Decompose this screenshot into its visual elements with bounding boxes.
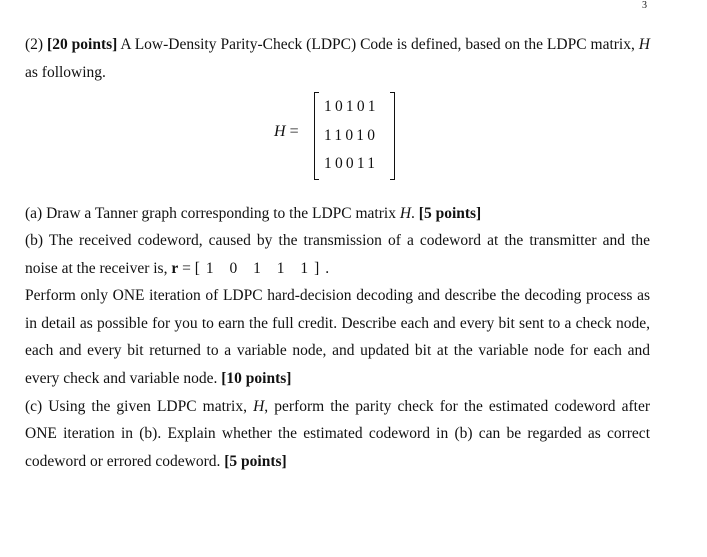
received-codeword: [1 0 1 1 1] (194, 259, 326, 277)
part-b-and-c (25, 227, 650, 475)
matrix-var: H (274, 123, 286, 140)
part-c-text-2: , perform the parity check for the estimated codeword after ONE iteration in (b). Explain whether the estimated codeword in (b) can be regarded as correct codeword or errored codeword. (25, 397, 650, 470)
codeword-equals: = (178, 259, 195, 277)
matrix-rows (324, 93, 379, 179)
part-b-text-2: . (325, 259, 330, 277)
matrix-label (274, 123, 299, 141)
part-a-points: [5 points] (418, 205, 482, 222)
part-a-text-2: . (411, 205, 419, 222)
matrix-row-3: 10011 (324, 155, 379, 172)
matrix-row-1: 10101 (324, 98, 379, 115)
part-a-var: H (399, 205, 412, 222)
question-intro (25, 31, 650, 86)
part-c-text-1: (c) Using the given LDPC matrix, (25, 397, 254, 415)
intro-prefix: (2) (25, 36, 48, 53)
codeword-label: r (171, 259, 179, 277)
matrix-left-bracket (314, 92, 319, 180)
part-b-points: [10 points] (221, 369, 292, 387)
intro-matrix-var: H (638, 36, 650, 53)
matrix-row-2: 11010 (324, 126, 379, 144)
intro-points: [20 points] (47, 36, 118, 53)
part-c-var: H (253, 397, 265, 415)
intro-text-2: as following. (25, 63, 106, 81)
page-number: 3 (642, 0, 647, 11)
part-a-text-1: (a) Draw a Tanner graph corresponding to the LDPC matrix (25, 205, 400, 222)
part-a (25, 200, 650, 228)
part-b-text-1: (b) The received codeword, caused by the transmission of a codeword at the transmitter and the noise at the receiver is, (25, 232, 650, 277)
matrix-right-bracket (390, 92, 395, 180)
parity-check-matrix (274, 90, 434, 180)
intro-text-1: A Low-Density Parity-Check (LDPC) Code is defined, based on the LDPC matrix, (117, 36, 639, 53)
part-b-text-3: Perform only ONE iteration of LDPC hard-decision decoding and describe the decoding process as in detail as possible for you to earn the full credit. Describe each and every bit sent to a check node, each and every bit returned to a variable node, and updated bit at the variable node for each and every check and variable node. (25, 287, 650, 387)
matrix-equals: = (285, 123, 299, 140)
part-c-points: [5 points] (224, 452, 287, 470)
